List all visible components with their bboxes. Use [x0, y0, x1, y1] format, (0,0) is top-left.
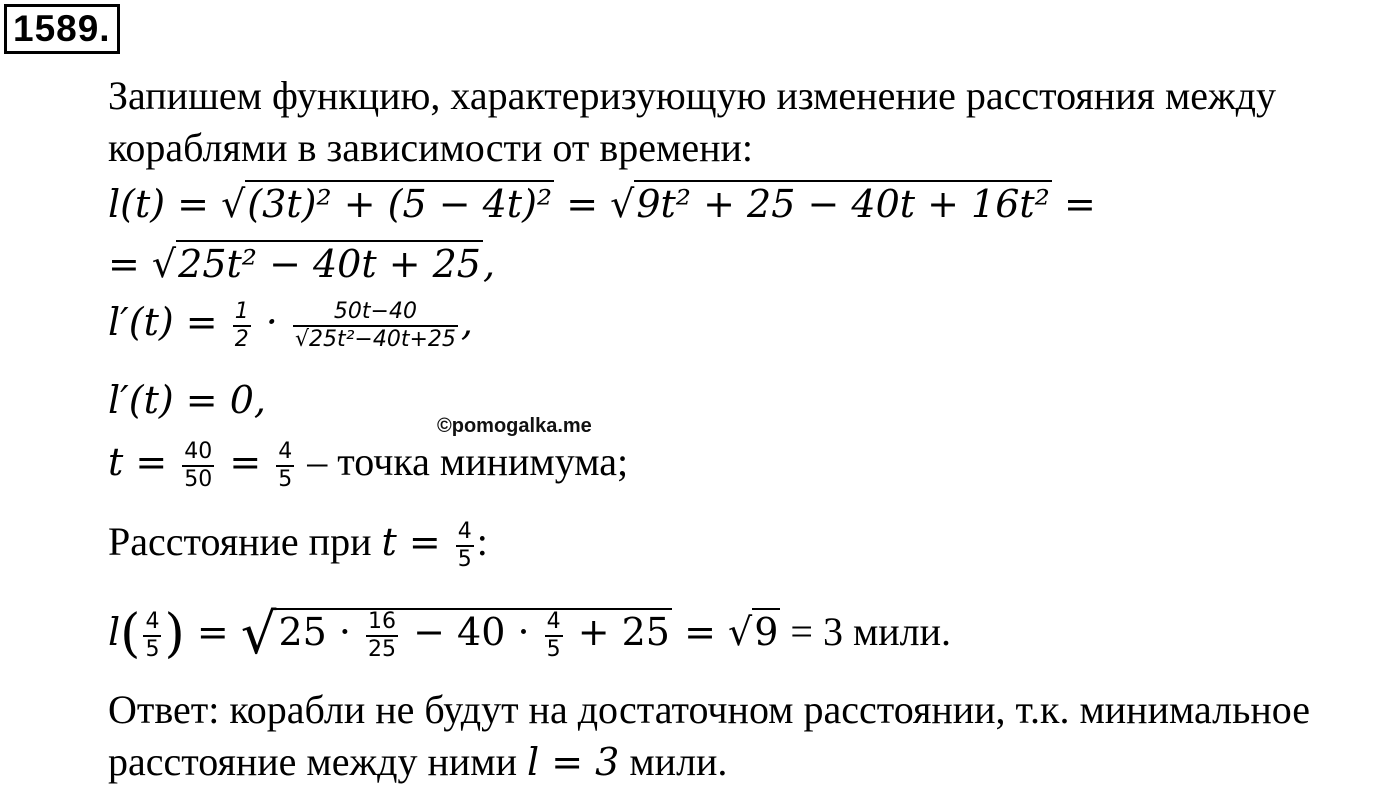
watermark: ©pomogalka.me: [437, 415, 592, 437]
equation-distance-function: [108, 180, 1096, 228]
eq1-root-2: √9t² + 25 − 40t + 16t²: [610, 182, 1050, 226]
eq3-dot: ·: [253, 300, 290, 344]
distance-at-t-line: [108, 518, 488, 573]
eq3-half: [233, 299, 251, 353]
eq3-half-num: 1: [233, 299, 251, 327]
eq5-fraction-2: [276, 439, 294, 493]
eq7-r-f1-num: 16: [366, 609, 398, 637]
eq5-f2-den: 5: [278, 466, 293, 492]
eq2-suffix: ,: [482, 242, 496, 286]
intro-line-2: кораблями в зависимости от времени:: [108, 125, 754, 170]
eq5-f1-num: 40: [182, 439, 214, 467]
eq7-r-c: + 25: [565, 610, 670, 654]
eq6-num: 4: [456, 519, 474, 547]
eq7-root-9-radicand: 9: [754, 610, 779, 654]
eq6-den: 5: [457, 546, 472, 572]
answer-line-2-tail: мили.: [619, 739, 728, 784]
eq1-root-1: √(3t)² + (5 − 4t)²: [221, 182, 553, 226]
eq7-r-f1-den: 25: [368, 636, 397, 662]
eq1-lhs: l(t) =: [108, 182, 222, 226]
eq5-f1-den: 50: [184, 466, 213, 492]
equation-critical-point: [108, 438, 628, 493]
answer-line-2: [108, 738, 727, 786]
eq7-root-9: √9: [727, 610, 779, 654]
eq7-radicand: [276, 608, 672, 662]
eq7-r-a: 25 ·: [278, 610, 364, 654]
eq7-root: √25 · $\frac{16}{25}$ − 40 · $\frac{4}{5}$ + 25: [240, 602, 670, 667]
eq6-text: Расстояние при: [108, 519, 382, 564]
eq5-lhs: t =: [108, 440, 180, 484]
equation-minimum-distance: [108, 602, 952, 667]
intro-line-1: Запишем функцию, характеризующую изменение расстояния между: [108, 73, 1277, 118]
eq6-var: t =: [381, 520, 453, 564]
eq2-root: √25t² − 40t + 25: [151, 242, 481, 286]
eq3-frac-den: √25t²−40t+25: [294, 326, 456, 352]
eq2-radicand: 25t² − 40t + 25: [178, 242, 481, 286]
answer-line-2-math: l = 3: [527, 740, 620, 784]
equation-simplified: [108, 240, 495, 288]
eq7-r-f2-den: 5: [546, 636, 561, 662]
eq1-tail: =: [1051, 182, 1096, 226]
eq3-lhs: l′(t) =: [108, 300, 230, 344]
problem-number: 1589.: [4, 4, 120, 54]
eq2-prefix: =: [108, 242, 152, 286]
eq7-arg-den: 5: [145, 636, 160, 662]
eq6-fraction: [456, 519, 474, 573]
eq7-arg-fraction: [143, 609, 161, 663]
equation-derivative-zero: l′(t) = 0,: [108, 378, 266, 422]
eq7-mid: =: [671, 610, 728, 654]
eq5-fraction-1: [182, 439, 214, 493]
eq3-half-den: 2: [234, 326, 249, 352]
answer-line-2-text: расстояние между ними: [108, 739, 528, 784]
eq5-f2-num: 4: [276, 439, 294, 467]
eq7-r-fraction-2: [545, 609, 563, 663]
eq1-radicand-2: 9t² + 25 − 40t + 16t²: [636, 182, 1050, 226]
eq7-result: = 3 мили.: [780, 609, 952, 654]
equation-derivative: [108, 298, 473, 353]
eq3-fraction: [293, 299, 458, 353]
eq7-r-f2-num: 4: [545, 609, 563, 637]
eq3-frac-den-radicand: 25t²−40t+25: [308, 326, 456, 352]
eq7-r-fraction-1: [366, 609, 398, 663]
eq1-mid: =: [554, 182, 611, 226]
eq6-suffix: :: [476, 519, 488, 564]
eq1-radicand-1: (3t)² + (5 − 4t)²: [247, 182, 553, 226]
eq3-suffix: ,: [460, 300, 473, 344]
eq3-frac-num: 50t−40: [293, 299, 458, 327]
eq7-paren-close: ): [164, 604, 185, 664]
eq7-arg-num: 4: [143, 609, 161, 637]
eq7-paren-open: (: [120, 604, 141, 664]
eq5-text: – точка минимума;: [297, 439, 629, 484]
answer-line-1: Ответ: корабли не будут на достаточном расстоянии, т.к. минимальное: [108, 687, 1310, 732]
eq7-eq: =: [184, 610, 241, 654]
eq5-eq: =: [217, 440, 274, 484]
eq7-lhs: l: [108, 610, 121, 654]
eq7-r-b: − 40 ·: [401, 610, 542, 654]
